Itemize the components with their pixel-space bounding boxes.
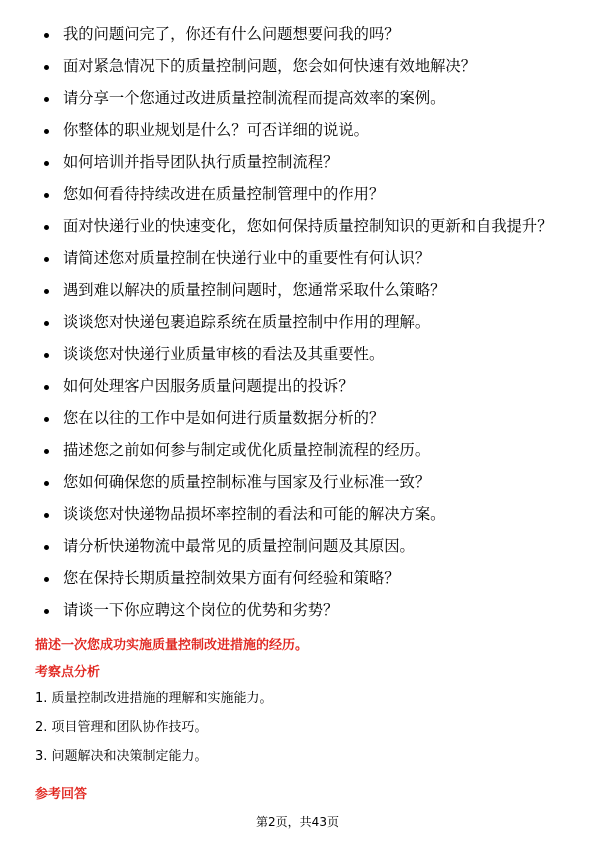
bullet-dot-icon [44,193,49,198]
bullet-dot-icon [44,65,49,70]
bullet-dot-icon [44,577,49,582]
bullet-item [0,310,595,336]
bullet-item [0,534,595,560]
bullet-item [0,54,595,80]
bullet-text: 您在以往的工作中是如何进行质量数据分析的？ [63,409,385,427]
bullet-text: 请简述您对质量控制在快递行业中的重要性有何认识？ [63,249,431,267]
answer-heading: 参考回答 [35,787,88,802]
bullet-text: 描述您之前如何参与制定或优化质量控制流程的经历。 [63,441,431,459]
bullet-dot-icon [44,225,49,230]
bullet-dot-icon [44,449,49,454]
bullet-item [0,342,595,368]
bullet-text: 谈谈您对快递行业质量审核的看法及其重要性。 [63,345,385,363]
bullet-text: 您如何确保您的质量控制标准与国家及行业标准一致？ [63,473,431,491]
analysis-point-list [35,690,273,777]
featured-question: 描述一次您成功实施质量控制改进措施的经历。 [35,638,309,653]
bullet-dot-icon [44,33,49,38]
bullet-dot-icon [44,385,49,390]
bullet-item [0,246,595,272]
bullet-dot-icon [44,417,49,422]
bullet-dot-icon [44,353,49,358]
bullet-item [0,214,595,240]
bullet-text: 面对紧急情况下的质量控制问题，您会如何快速有效地解决？ [63,57,477,75]
bullet-text: 请分享一个您通过改进质量控制流程而提高效率的案例。 [63,89,446,107]
analysis-heading: 考察点分析 [35,665,101,680]
bullet-item [0,150,595,176]
bullet-text: 您在保持长期质量控制效果方面有何经验和策略？ [63,569,400,587]
bullet-item [0,598,595,624]
bullet-text: 谈谈您对快递包裹追踪系统在质量控制中作用的理解。 [63,313,431,331]
bullet-dot-icon [44,609,49,614]
bullet-text: 如何处理客户因服务质量问题提出的投诉？ [63,377,354,395]
bullet-item [0,502,595,528]
bullet-item [0,406,595,432]
bullet-text: 请分析快递物流中最常见的质量控制问题及其原因。 [63,537,415,555]
bullet-dot-icon [44,513,49,518]
bullet-item [0,374,595,400]
bullet-text: 你整体的职业规划是什么？可否详细的说说。 [63,121,369,139]
bullet-text: 请谈一下你应聘这个岗位的优势和劣势？ [63,601,339,619]
bullet-item [0,278,595,304]
bullet-item [0,22,595,48]
bullet-dot-icon [44,97,49,102]
bullet-item [0,438,595,464]
analysis-point: 2. 项目管理和团队协作技巧。 [35,720,208,735]
page-footer: 第2页，共43页 [256,815,339,829]
bullet-dot-icon [44,545,49,550]
bullet-text: 如何培训并指导团队执行质量控制流程？ [63,153,339,171]
bullet-dot-icon [44,129,49,134]
analysis-point: 1. 质量控制改进措施的理解和实施能力。 [35,691,273,706]
bullet-text: 遇到难以解决的质量控制问题时，您通常采取什么策略？ [63,281,446,299]
bullet-text: 面对快递行业的快速变化，您如何保持质量控制知识的更新和自我提升？ [63,217,553,235]
bullet-dot-icon [44,481,49,486]
bullet-item [0,566,595,592]
bullet-item [0,470,595,496]
bullet-item [0,182,595,208]
analysis-point: 3. 问题解决和决策制定能力。 [35,749,208,764]
bullet-text: 我的问题问完了，你还有什么问题想要问我的吗？ [63,25,400,43]
question-bullet-list [0,22,595,630]
bullet-dot-icon [44,321,49,326]
bullet-dot-icon [44,257,49,262]
bullet-item [0,86,595,112]
bullet-text: 谈谈您对快递物品损坏率控制的看法和可能的解决方案。 [63,505,446,523]
bullet-dot-icon [44,161,49,166]
bullet-text: 您如何看待持续改进在质量控制管理中的作用？ [63,185,385,203]
bullet-dot-icon [44,289,49,294]
bullet-item [0,118,595,144]
